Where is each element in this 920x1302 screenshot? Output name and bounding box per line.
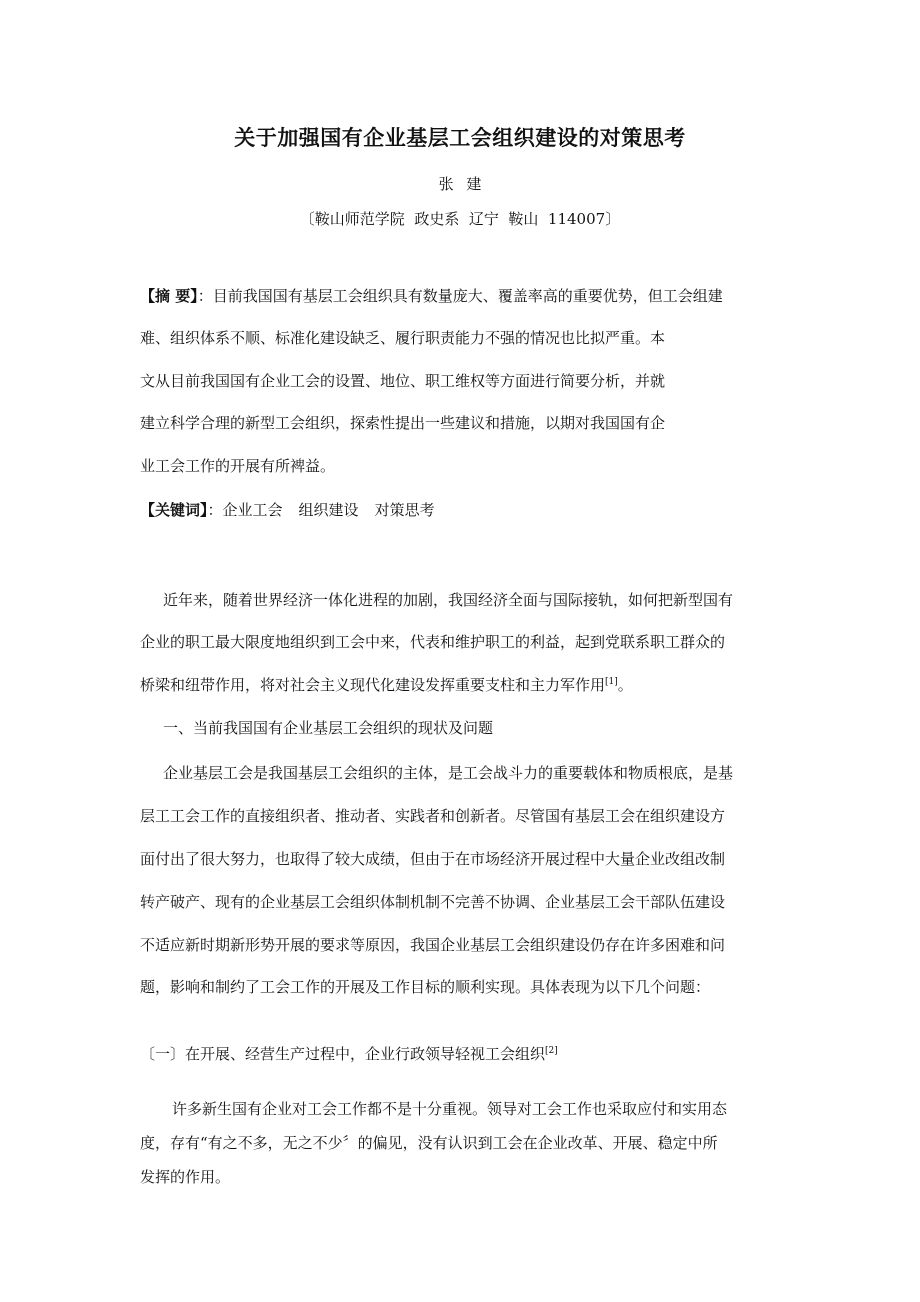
keyword-item: 对策思考: [374, 501, 435, 519]
keyword-item: 组织建设: [298, 501, 359, 519]
author-name: 张 建: [438, 175, 482, 193]
citation-ref: [1]: [605, 677, 618, 687]
abstract-line-3: 文从目前我国国有企业工会的设置、地位、职工维权等方面进行简要分析，并就: [140, 372, 666, 390]
section1-line-3: 面付出了很大努力，也取得了较大成绩，但由于在市场经济开展过程中大量企业改组改制: [140, 850, 726, 868]
subsection1-line-2: 度，存有“有之不多，无之不少〞的偏见，没有认识到工会在企业改革、开展、稳定中所: [140, 1134, 718, 1152]
abstract-text: 目前我国国有基层工会组织具有数量庞大、覆盖率高的重要优势，但工会组建: [212, 287, 723, 305]
abstract-label: 【摘 要】: [140, 287, 198, 305]
keyword-item: 企业工会: [222, 501, 283, 519]
abstract-line-4: 建立科学合理的新型工会组织，探索性提出一些建议和措施，以期对我国国有企: [140, 414, 666, 432]
section1-line-6: 题，影响和制约了工会工作的开展及工作目标的顺利实现。具体表现为以下几个问题：: [140, 978, 711, 996]
keywords-line: 【关键词】：企业工会 组织建设 对策思考: [140, 501, 435, 519]
intro-line-1: 近年来，随着世界经济一体化进程的加剧，我国经济全面与国际接轨，如何把新型国有: [163, 591, 734, 609]
abstract-line-2: 难、组织体系不顺、标准化建设缺乏、履行职责能力不强的情况也比拟严重。本: [140, 329, 666, 347]
citation-ref: [2]: [545, 1046, 558, 1056]
paper-title: 关于加强国有企业基层工会组织建设的对策思考: [234, 126, 686, 150]
subsection1-line-3: 发挥的作用。: [140, 1168, 231, 1186]
author-affiliation: 〔鞍山师范学院 政史系 辽宁 鞍山 114007〕: [299, 210, 621, 228]
section1-line-1: 企业基层工会是我国基层工会组织的主体，是工会战斗力的重要载体和物质根底，是基: [163, 764, 734, 782]
section1-line-4: 转产破产、现有的企业基层工会组织体制机制不完善不协调、企业基层工会干部队伍建设: [140, 893, 726, 911]
subsection1-line-1: 许多新生国有企业对工会工作都不是十分重视。领导对工会工作也采取应付和实用态: [172, 1100, 728, 1118]
keywords-label: 【关键词】: [140, 501, 208, 519]
subsection-heading: 〔一〕在开展、经营生产过程中，企业行政领导轻视工会组织[2]: [140, 1045, 558, 1063]
section1-line-2: 层工工会工作的直接组织者、推动者、实践者和创新者。尽管国有基层工会在组织建设方: [140, 807, 726, 825]
intro-line-3: 桥梁和纽带作用，将对社会主义现代化建设发挥重要支柱和主力军作用[1]。: [140, 676, 633, 694]
section-heading: 一、当前我国国有企业基层工会组织的现状及问题: [163, 719, 494, 737]
section1-line-5: 不适应新时期新形势开展的要求等原因，我国企业基层工会组织建设仍存在许多困难和问: [140, 936, 726, 954]
intro-line-2: 企业的职工最大限度地组织到工会中来，代表和维护职工的利益，起到党联系职工群众的: [140, 633, 726, 651]
abstract-line-1: 【摘 要】：目前我国国有基层工会组织具有数量庞大、覆盖率高的重要优势，但工会组建: [140, 287, 723, 305]
abstract-line-5: 业工会工作的开展有所裨益。: [140, 457, 336, 475]
